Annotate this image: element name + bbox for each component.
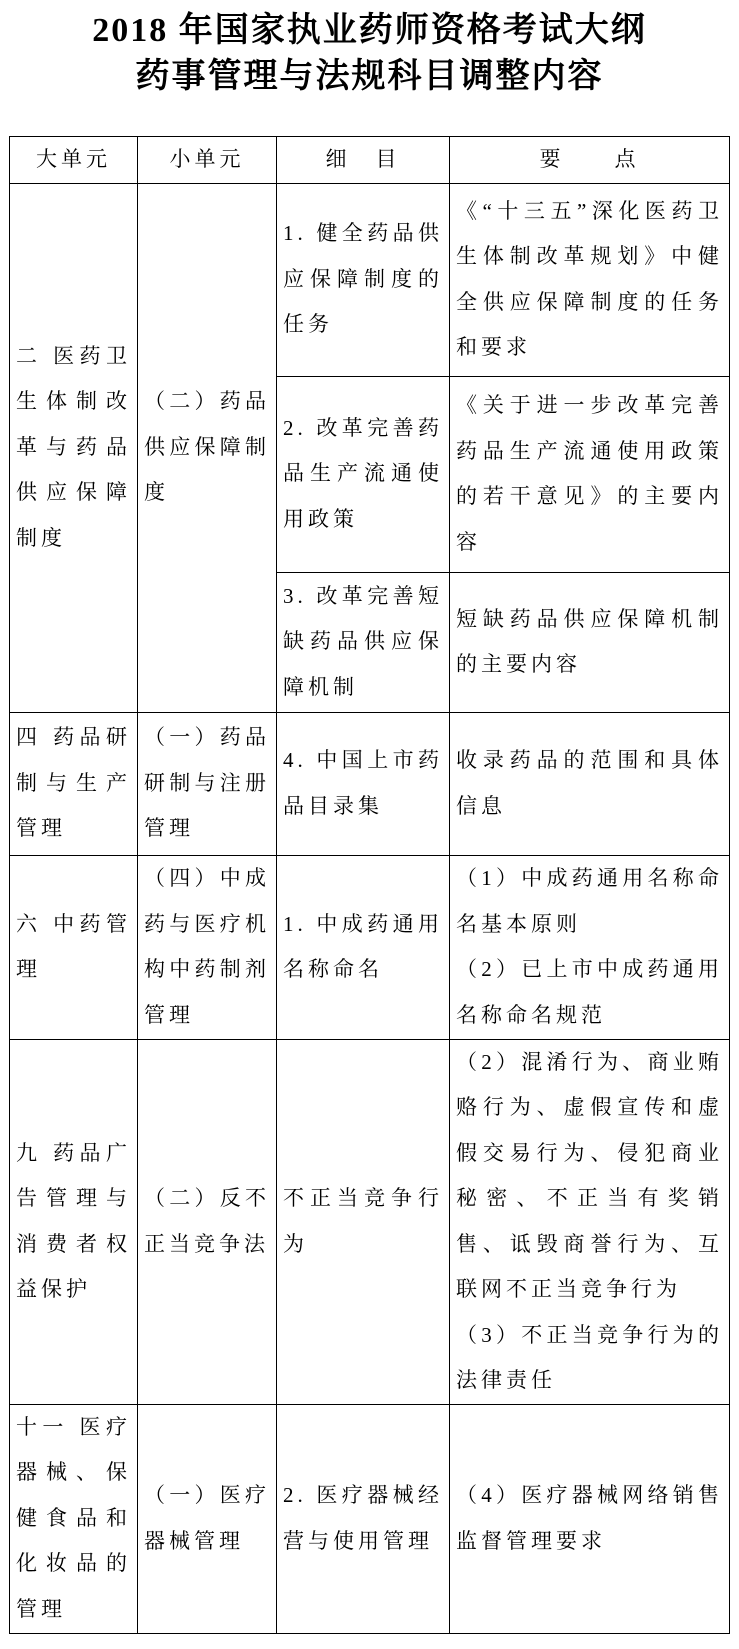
cell-detail-2 [277,376,450,572]
cell-points-11 [450,1404,730,1633]
detail-text: 1. 健全药品供应保障制度的任务 [283,221,443,337]
cell-sub-unit-4: （一）药品研制与注册管理 [138,712,277,855]
table-row [10,1039,730,1404]
cell-major-unit-2: 二 医药卫生体制改革与药品供应保障制度 [10,183,138,712]
cell-detail-3 [277,572,450,712]
table-row [10,855,730,1039]
point-paragraph: 收录药品的范围和具体信息 [456,748,723,818]
point-paragraph: 《关于进一步改革完善药品生产流通使用政策的若干意见》的主要内容 [456,393,723,554]
point-paragraph: 短缺药品供应保障机制的主要内容 [456,606,723,676]
detail-text: 3. 改革完善短缺药品供应保障机制 [283,583,443,699]
detail-text: 1. 中成药通用名称命名 [283,911,443,981]
detail-text: 不正当竞争行为 [283,1186,443,1256]
point-paragraph: （2）混淆行为、商业贿赂行为、虚假宣传和虚假交易行为、侵犯商业秘密、不正当有奖销售、诋毁商誉行为、互联网不正当竞争行为 [456,1049,723,1301]
point-paragraph: （1）中成药通用名称命名基本原则 [456,866,723,936]
point-paragraph: （4）医疗器械网络销售监督管理要求 [456,1483,723,1553]
cell-major-unit-6: 六 中药管理 [10,855,138,1039]
point-paragraph: （2）已上市中成药通用名称命名规范 [456,957,723,1027]
syllabus-adjustment-table [9,136,730,1634]
detail-text: 2. 医疗器械经营与使用管理 [283,1483,443,1553]
cell-detail-4 [277,712,450,855]
cell-points-3 [450,572,730,712]
cell-sub-unit-11: （一）医疗器械管理 [138,1404,277,1633]
cell-sub-unit-9: （二）反不正当竞争法 [138,1039,277,1404]
cell-major-unit-11: 十一 医疗器械、保健食品和化妆品的管理 [10,1404,138,1633]
cell-points-1 [450,183,730,376]
cell-detail-11 [277,1404,450,1633]
table-row [10,183,730,376]
col-header-points: 要 点 [450,137,730,184]
point-paragraph: （3）不正当竞争行为的法律责任 [456,1322,723,1392]
cell-points-9 [450,1039,730,1404]
cell-detail-9 [277,1039,450,1404]
cell-points-4 [450,712,730,855]
cell-points-2 [450,376,730,572]
detail-text: 4. 中国上市药品目录集 [283,748,443,818]
detail-text: 2. 改革完善药品生产流通使用政策 [283,415,443,531]
col-header-major-unit: 大单元 [10,137,138,184]
cell-major-unit-4: 四 药品研制与生产管理 [10,712,138,855]
page-title-line-1: 2018 年国家执业药师资格考试大纲 [92,12,647,49]
table-row [10,1404,730,1633]
cell-major-unit-9: 九 药品广告管理与消费者权益保护 [10,1039,138,1404]
col-header-detail: 细 目 [277,137,450,184]
page-title [0,0,739,100]
cell-points-6 [450,855,730,1039]
cell-detail-6 [277,855,450,1039]
table-row [10,712,730,855]
cell-sub-unit-2: （二）药品供应保障制度 [138,183,277,712]
point-paragraph: 《“十三五”深化医药卫生体制改革规划》中健全供应保障制度的任务和要求 [456,198,723,359]
header-row [10,137,730,184]
col-header-sub-unit: 小单元 [138,137,277,184]
cell-sub-unit-6: （四）中成药与医疗机构中药制剂管理 [138,855,277,1039]
page-title-line-2: 药事管理与法规科目调整内容 [135,58,604,95]
cell-detail-1 [277,183,450,376]
